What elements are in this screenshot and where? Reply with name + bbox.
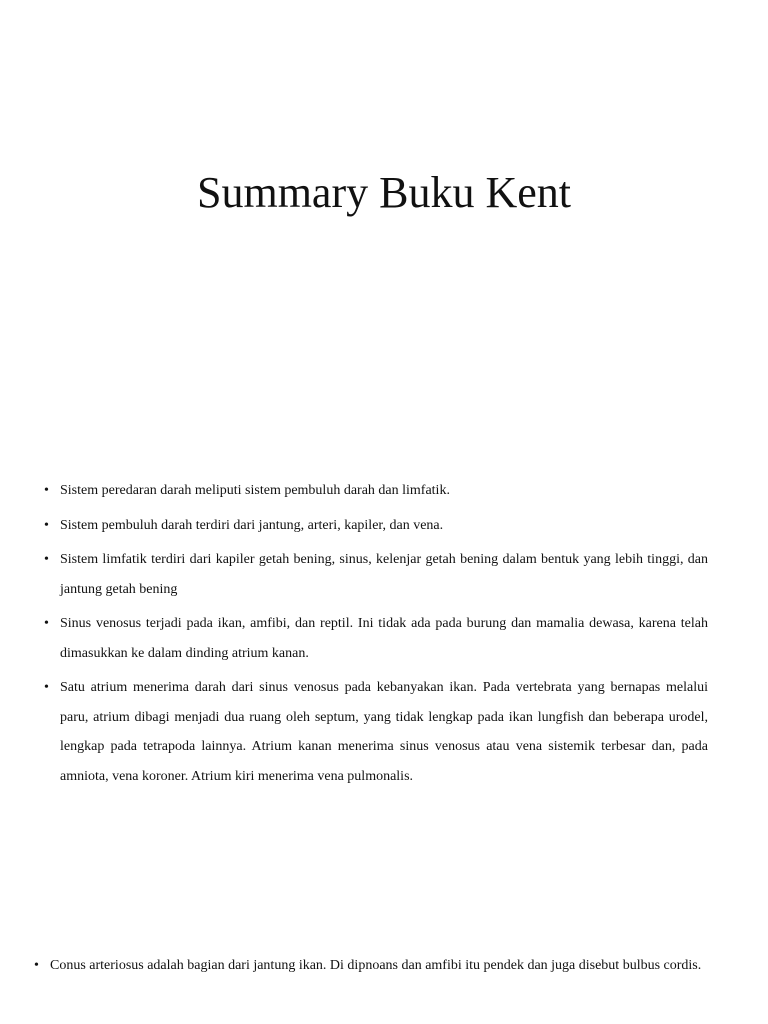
bullet-marker: • bbox=[44, 483, 49, 498]
bullet-item bbox=[44, 476, 708, 506]
page-title: Summary Buku Kent bbox=[197, 168, 571, 217]
bullet-text: Satu atrium menerima darah dari sinus venosus pada kebanyakan ikan. Pada vertebrata yang bernapas melalui paru, atrium dibagi menjadi dua ruang oleh septum, yang tidak lengkap pada ikan lungfish dan beberapa urodel, lengkap pada tetrapoda lainnya. Atrium kanan menerima sinus venosus atau vena sistemik terbesar dan, pada amniota, vena koroner. Atrium kiri menerima vena pulmonalis. bbox=[60, 680, 708, 784]
bullet-marker: • bbox=[34, 958, 39, 973]
bullet-item bbox=[44, 609, 708, 668]
bullet-list bbox=[0, 476, 768, 796]
bullet-text: Sistem pembuluh darah terdiri dari jantung, arteri, kapiler, dan vena. bbox=[60, 517, 444, 533]
bullet-text: Sistem peredaran darah meliputi sistem pembuluh darah dan limfatik. bbox=[60, 483, 450, 498]
bullet-marker: • bbox=[44, 616, 49, 631]
bullet-text: Sinus venosus terjadi pada ikan, amfibi, dan reptil. Ini tidak ada pada burung dan mamalia dewasa, karena telah dimasukkan ke dalam dinding atrium kanan. bbox=[60, 616, 708, 661]
bullet-item bbox=[44, 511, 708, 541]
bullet-item bbox=[44, 545, 708, 604]
bullet-marker: • bbox=[44, 680, 49, 695]
bullet-text: Conus arteriosus adalah bagian dari jantung ikan. Di dipnoans dan amfibi itu pendek dan juga disebut bulbus cordis. bbox=[50, 958, 702, 973]
bullet-item bbox=[44, 673, 708, 791]
bullet-marker: • bbox=[44, 517, 49, 533]
bullet-item-conus bbox=[34, 951, 718, 981]
bullet-text: Sistem limfatik terdiri dari kapiler getah bening, sinus, kelenjar getah bening dalam bentuk yang lebih tinggi, dan jantung getah bening bbox=[60, 552, 708, 597]
bullet-marker: • bbox=[44, 552, 49, 567]
